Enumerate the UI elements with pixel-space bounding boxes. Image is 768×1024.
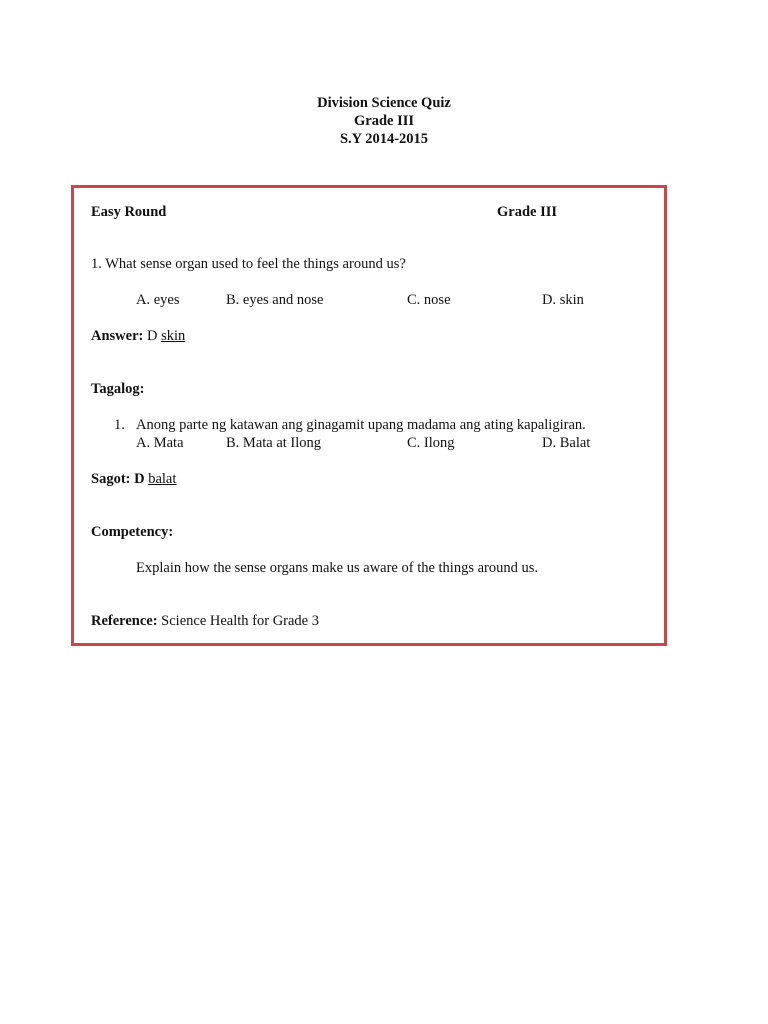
reference-label: Reference:	[91, 613, 158, 629]
question-card	[71, 185, 667, 646]
round-label: Easy Round	[91, 204, 167, 220]
choice-c: C. nose	[407, 292, 451, 308]
question-text: 1. What sense organ used to feel the things around us?	[91, 256, 406, 272]
sagot-word: balat	[148, 471, 177, 487]
sagot-label: Sagot: D	[91, 471, 145, 487]
answer-letter: D	[146, 328, 158, 344]
answer-word: skin	[161, 328, 186, 344]
choice-a: A. eyes	[136, 292, 180, 308]
tagalog-choice-b: B. Mata at Ilong	[226, 435, 322, 451]
choice-b: B. eyes and nose	[226, 292, 324, 308]
header-grade: Grade III	[353, 113, 415, 129]
tagalog-question: Anong parte ng katawan ang ginagamit upang madama ang ating kapaligiran.	[136, 417, 586, 433]
quiz-title: Division Science Quiz	[317, 95, 451, 111]
competency-text: Explain how the sense organs make us aware of the things around us.	[136, 560, 539, 576]
tagalog-choice-a: A. Mata	[136, 435, 184, 451]
document-header	[0, 94, 768, 148]
card-grade-label: Grade III	[497, 204, 558, 220]
reference-line	[91, 613, 319, 630]
answer-line	[91, 328, 185, 345]
reference-text: Science Health for Grade 3	[161, 613, 319, 629]
tagalog-choice-c: C. Ilong	[407, 435, 455, 451]
tagalog-number: 1.	[114, 417, 125, 433]
answer-label: Answer:	[91, 328, 144, 344]
sagot-line	[91, 471, 176, 488]
school-year: S.Y 2014-2015	[339, 131, 429, 147]
tagalog-label: Tagalog:	[91, 381, 145, 397]
tagalog-choice-d: D. Balat	[542, 435, 591, 451]
competency-label: Competency:	[91, 524, 174, 540]
choice-d: D. skin	[542, 292, 584, 308]
